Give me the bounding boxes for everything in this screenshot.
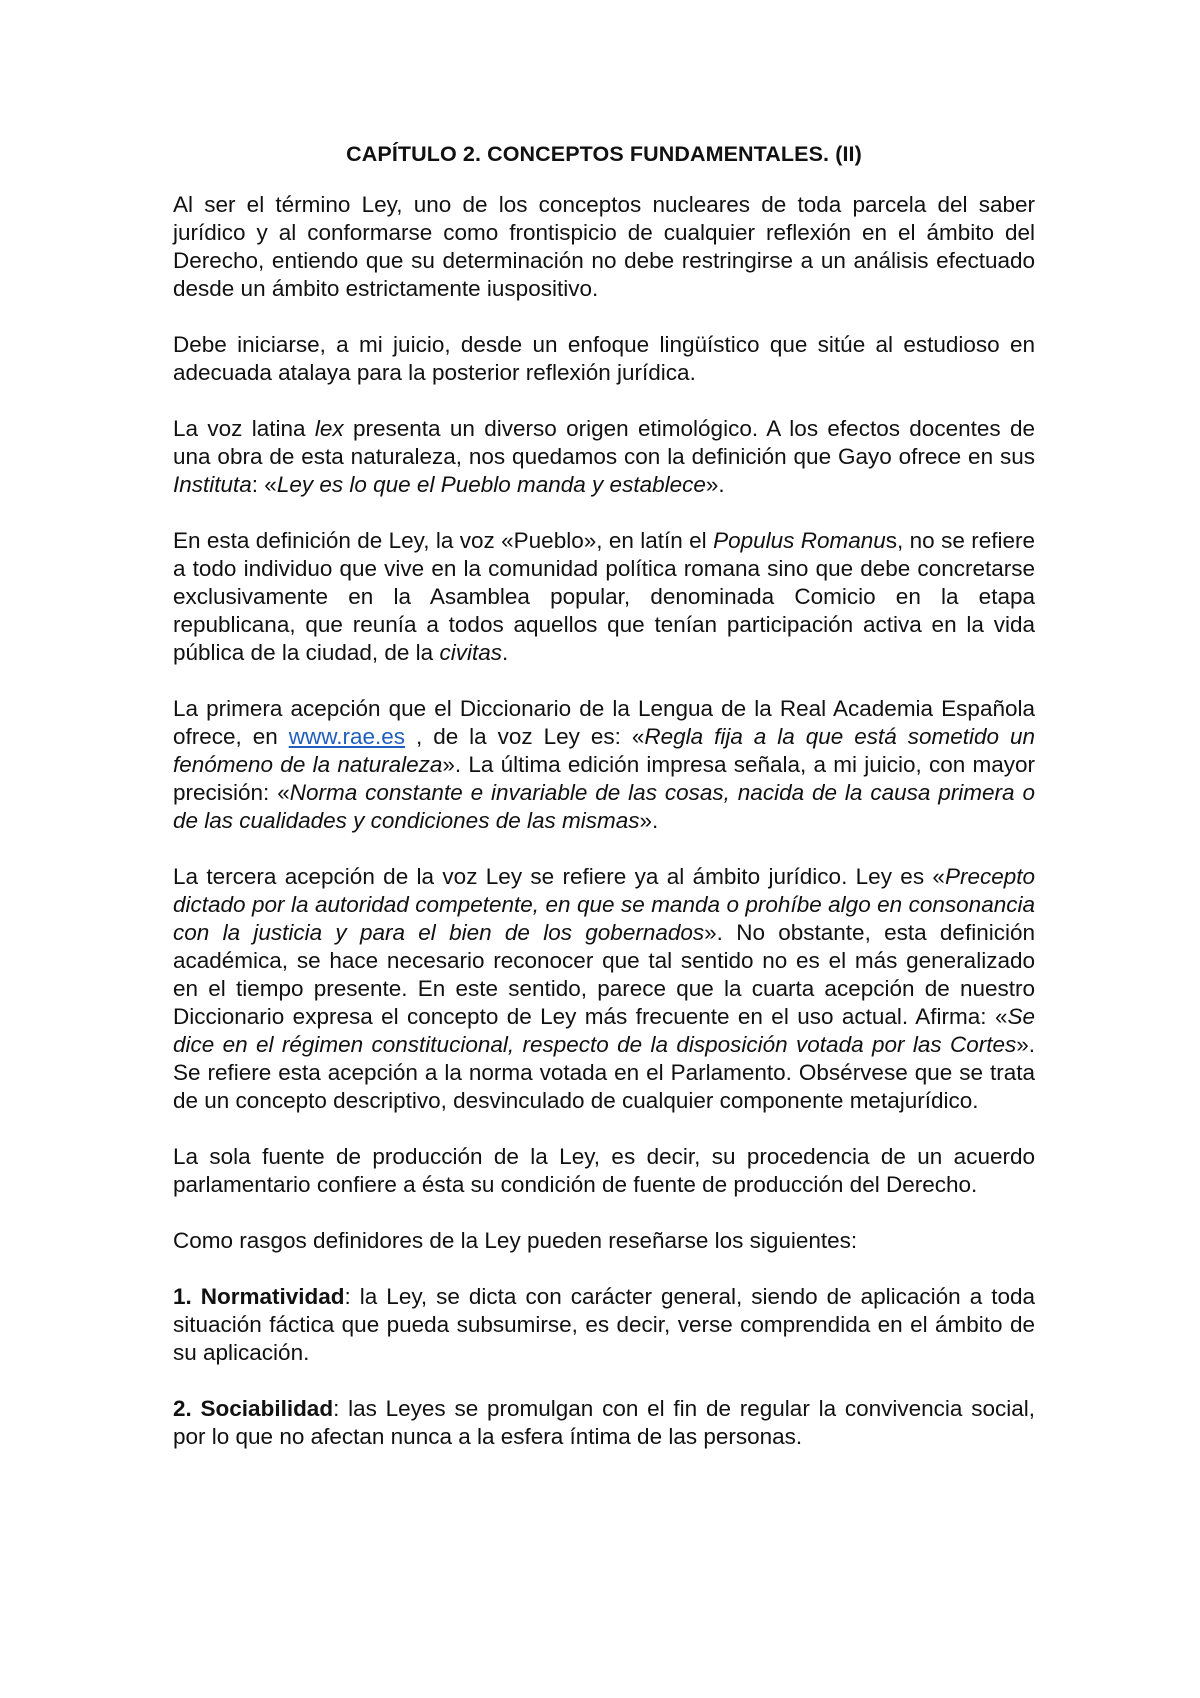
text-segment: ». La última edición impresa señala, a mi juicio, con mayor precisión: « <box>173 752 1035 805</box>
rae-link[interactable]: www.rae.es <box>288 724 406 749</box>
text-segment: : la Ley, se dicta con carácter general, siendo de aplicación a toda situación fáctica que pueda subsumirse, es decir, verse comprendida en el ámbito de su aplicación. <box>173 1284 1035 1365</box>
text-segment: La voz latina <box>173 416 315 441</box>
italic-term-lex: lex <box>314 416 344 441</box>
chapter-title: CAPÍTULO 2. CONCEPTOS FUNDAMENTALES. (II) <box>346 142 862 166</box>
text-segment: ». <box>705 472 725 497</box>
italic-quote-first-meaning: Regla fija a la que está sometido un fenómeno de la naturaleza <box>173 724 1035 777</box>
list-item-sociabilidad <box>173 1395 1035 1451</box>
text-segment: ». No obstante, esta definición académica, se hace necesario reconocer que tal sentido no es el más generalizado en el tiempo presente. En este sentido, parece que la cuarta acepción de nuestro Diccionario expresa el concepto de Ley más frecuente en el uso actual. Afirma: « <box>173 920 1035 1029</box>
paragraph-rae-definition <box>173 695 1035 835</box>
paragraph-lex-etymology <box>173 415 1035 499</box>
text-segment: ». Se refiere esta acepción a la norma votada en el Parlamento. Obsérvese que se trata de un concepto descriptivo, desvinculado de cualquier componente metajurídico. <box>173 1032 1035 1113</box>
text-segment: . <box>501 640 509 665</box>
italic-quote-third-meaning: Precepto dictado por la autoridad competente, en que se manda o prohíbe algo en consonancia con la justicia y para el bien de los gobernados <box>173 864 1035 945</box>
paragraph-third-meaning <box>173 863 1035 1115</box>
italic-term-instituta: Instituta <box>173 472 252 497</box>
text-segment: : « <box>251 472 277 497</box>
paragraph-source-of-law: La sola fuente de producción de la Ley, es decir, su procedencia de un acuerdo parlamentario confiere a ésta su condición de fuente de producción del Derecho. <box>173 1144 1035 1197</box>
paragraph-intro: Al ser el término Ley, uno de los conceptos nucleares de toda parcela del saber jurídico y al conformarse como frontispicio de cualquier reflexión en el ámbito del Derecho, entiendo que su determinación no debe restringirse a un análisis efectuado desde un ámbito estrictamente iuspositivo. <box>173 192 1035 301</box>
paragraph-traits-intro: Como rasgos definidores de la Ley pueden reseñarse los siguientes: <box>173 1228 858 1253</box>
document-body <box>173 140 1035 1451</box>
paragraph-linguistic-approach: Debe iniciarse, a mi juicio, desde un enfoque lingüístico que sitúe al estudioso en adecuada atalaya para la posterior reflexión jurídica. <box>173 332 1035 385</box>
item-heading: 1. Normatividad <box>173 1284 345 1309</box>
italic-term-populus: Populus Romanu <box>713 528 886 553</box>
italic-quote-printed-edition: Norma constante e invariable de las cosas, nacida de la causa primera o de las cualidades y condiciones de las mismas <box>173 780 1035 833</box>
italic-term-civitas: civitas <box>439 640 502 665</box>
italic-quote-gayo: Ley es lo que el Pueblo manda y establece <box>276 472 706 497</box>
text-segment: ». <box>639 808 659 833</box>
text-segment: s, no se refiere a todo individuo que vive en la comunidad política romana sino que debe concretarse exclusivamente en la Asamblea popular, denominada Comicio en la etapa republicana, que reunía a todos aquellos que tenían participación activa en la vida pública de la ciudad, de la <box>173 528 1035 665</box>
text-segment: La primera acepción que el Diccionario de la Lengua de la Real Academia Española ofrece, en <box>173 696 1035 749</box>
text-segment: presenta un diverso origen etimológico. A los efectos docentes de una obra de esta naturaleza, nos quedamos con la definición que Gayo ofrece en sus <box>173 416 1035 469</box>
list-item-normatividad <box>173 1283 1035 1367</box>
text-segment: La tercera acepción de la voz Ley se refiere ya al ámbito jurídico. Ley es « <box>173 864 945 889</box>
text-segment: , de la voz Ley es: « <box>405 724 645 749</box>
italic-quote-fourth-meaning: Se dice en el régimen constitucional, respecto de la disposición votada por las Cortes <box>173 1004 1035 1057</box>
text-segment: En esta definición de Ley, la voz «Pueblo», en latín el <box>173 528 714 553</box>
item-heading: 2. Sociabilidad <box>173 1396 334 1421</box>
paragraph-populus-romanus <box>173 527 1035 667</box>
text-segment: : las Leyes se promulgan con el fin de regular la convivencia social, por lo que no afectan nunca a la esfera íntima de las personas. <box>173 1396 1035 1449</box>
